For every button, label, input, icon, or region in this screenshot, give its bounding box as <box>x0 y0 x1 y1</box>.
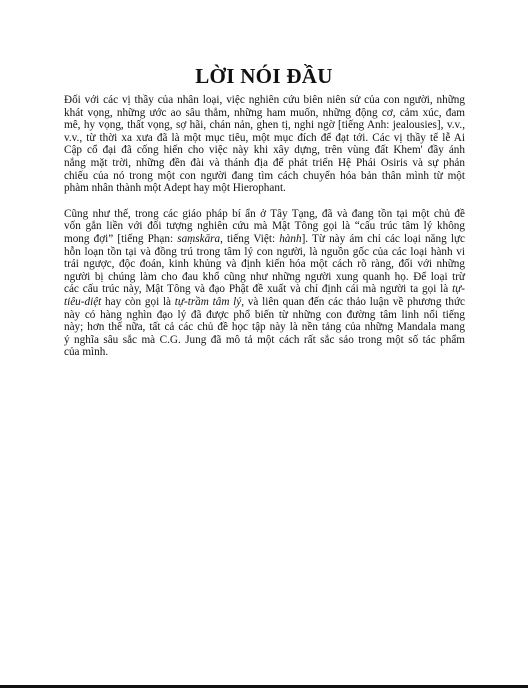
text-line <box>64 233 465 246</box>
text-line <box>64 296 465 309</box>
document-body <box>64 94 465 372</box>
text-run: , tiếng Việt: <box>220 232 280 245</box>
italic-term: tự- <box>452 283 465 296</box>
text-line <box>64 283 465 296</box>
text-run: ]. Từ này ám chỉ các loại năng lực <box>301 232 465 245</box>
italic-term: tiêu-diệt <box>64 295 102 308</box>
text-run: các cấu trúc này, Mật Tông và đạo Phật đề xuất và chỉ định cái mà người ta gọi là <box>64 283 453 296</box>
italic-term: tự-trầm tâm lý <box>174 295 242 308</box>
text-line: trái ngược, độc đoán, kinh khủng và định kiến hóa một cách rõ ràng, đối với những <box>64 258 465 271</box>
text-line: này có hàng nghìn đạo lý đã được phổ biến từ những con đường tâm linh nổi tiếng <box>64 308 465 321</box>
text-line: chiếu của nó trong một con người đang tìm cách chuyển hóa bản thân mình từ một <box>64 169 465 182</box>
text-line: người bị chúng làm cho đau khổ cũng như những người xung quanh họ. Để loại trừ <box>64 270 465 283</box>
text-run: hay còn gọi là <box>101 295 175 308</box>
text-line: hỗn loạn tồn tại và đồng trú trong tâm lý con người, là nguồn gốc của các loại hành vi <box>64 245 465 258</box>
text-run: , và liên quan đến các thảo luận về phương thức <box>241 295 465 308</box>
text-line: Cập cổ đại đã cống hiến cho việc này khi xây dựng, trên vùng đất Khem' đầy ánh <box>64 144 465 157</box>
text-line: Đối với các vị thầy của nhân loại, việc nghiên cứu biên niên sử của con người, những <box>64 94 465 106</box>
text-line: này; hơn thế nữa, tất cả các chủ đề học tập này là nền tảng của những Mandala mang <box>64 321 465 334</box>
text-line: vốn gắn liền với đối tượng nghiên cứu mà Mật Tông gọi là “cấu trúc tâm lý không <box>64 220 465 233</box>
sanskrit-term: saṃskāra <box>177 232 221 245</box>
text-line: Cũng như thế, trong các giáo pháp bí ẩn ở Tây Tạng, đã và đang tồn tại một chủ đề <box>64 207 465 220</box>
page-title: LỜI NÓI ĐẦU <box>195 64 333 88</box>
text-line: khát vọng, những ước ao sâu thẳm, những ham muốn, những động cơ, cảm xúc, đam <box>64 106 465 119</box>
text-line: nắng mặt trời, những đền đài và thánh địa để phát triển Hệ Phái Osiris và sự phản <box>64 156 465 169</box>
paragraph-1 <box>64 94 465 195</box>
vietnamese-term: hành <box>279 232 302 245</box>
text-line: mê, hy vọng, thất vọng, sợ hãi, chán nản, ghen tị, nghi ngờ [tiếng Anh: jealousies], v.v., <box>64 119 465 132</box>
text-line: v.v., từ thời xa xưa đã là một mục tiêu, một mục đích để đạt tới. Các vị thầy tế lễ Ai <box>64 131 465 144</box>
text-line: ý nghĩa sâu sắc mà C.G. Jung đã mô tả một cách rất sắc sảo trong một số tác phẩm <box>64 333 465 346</box>
text-run: mong đợi” [tiếng Phạn: <box>64 232 178 245</box>
text-line: của mình. <box>64 346 109 359</box>
text-line: phàm nhân thành một Adept hay một Hierophant. <box>64 182 286 195</box>
paragraph-2 <box>64 208 465 359</box>
